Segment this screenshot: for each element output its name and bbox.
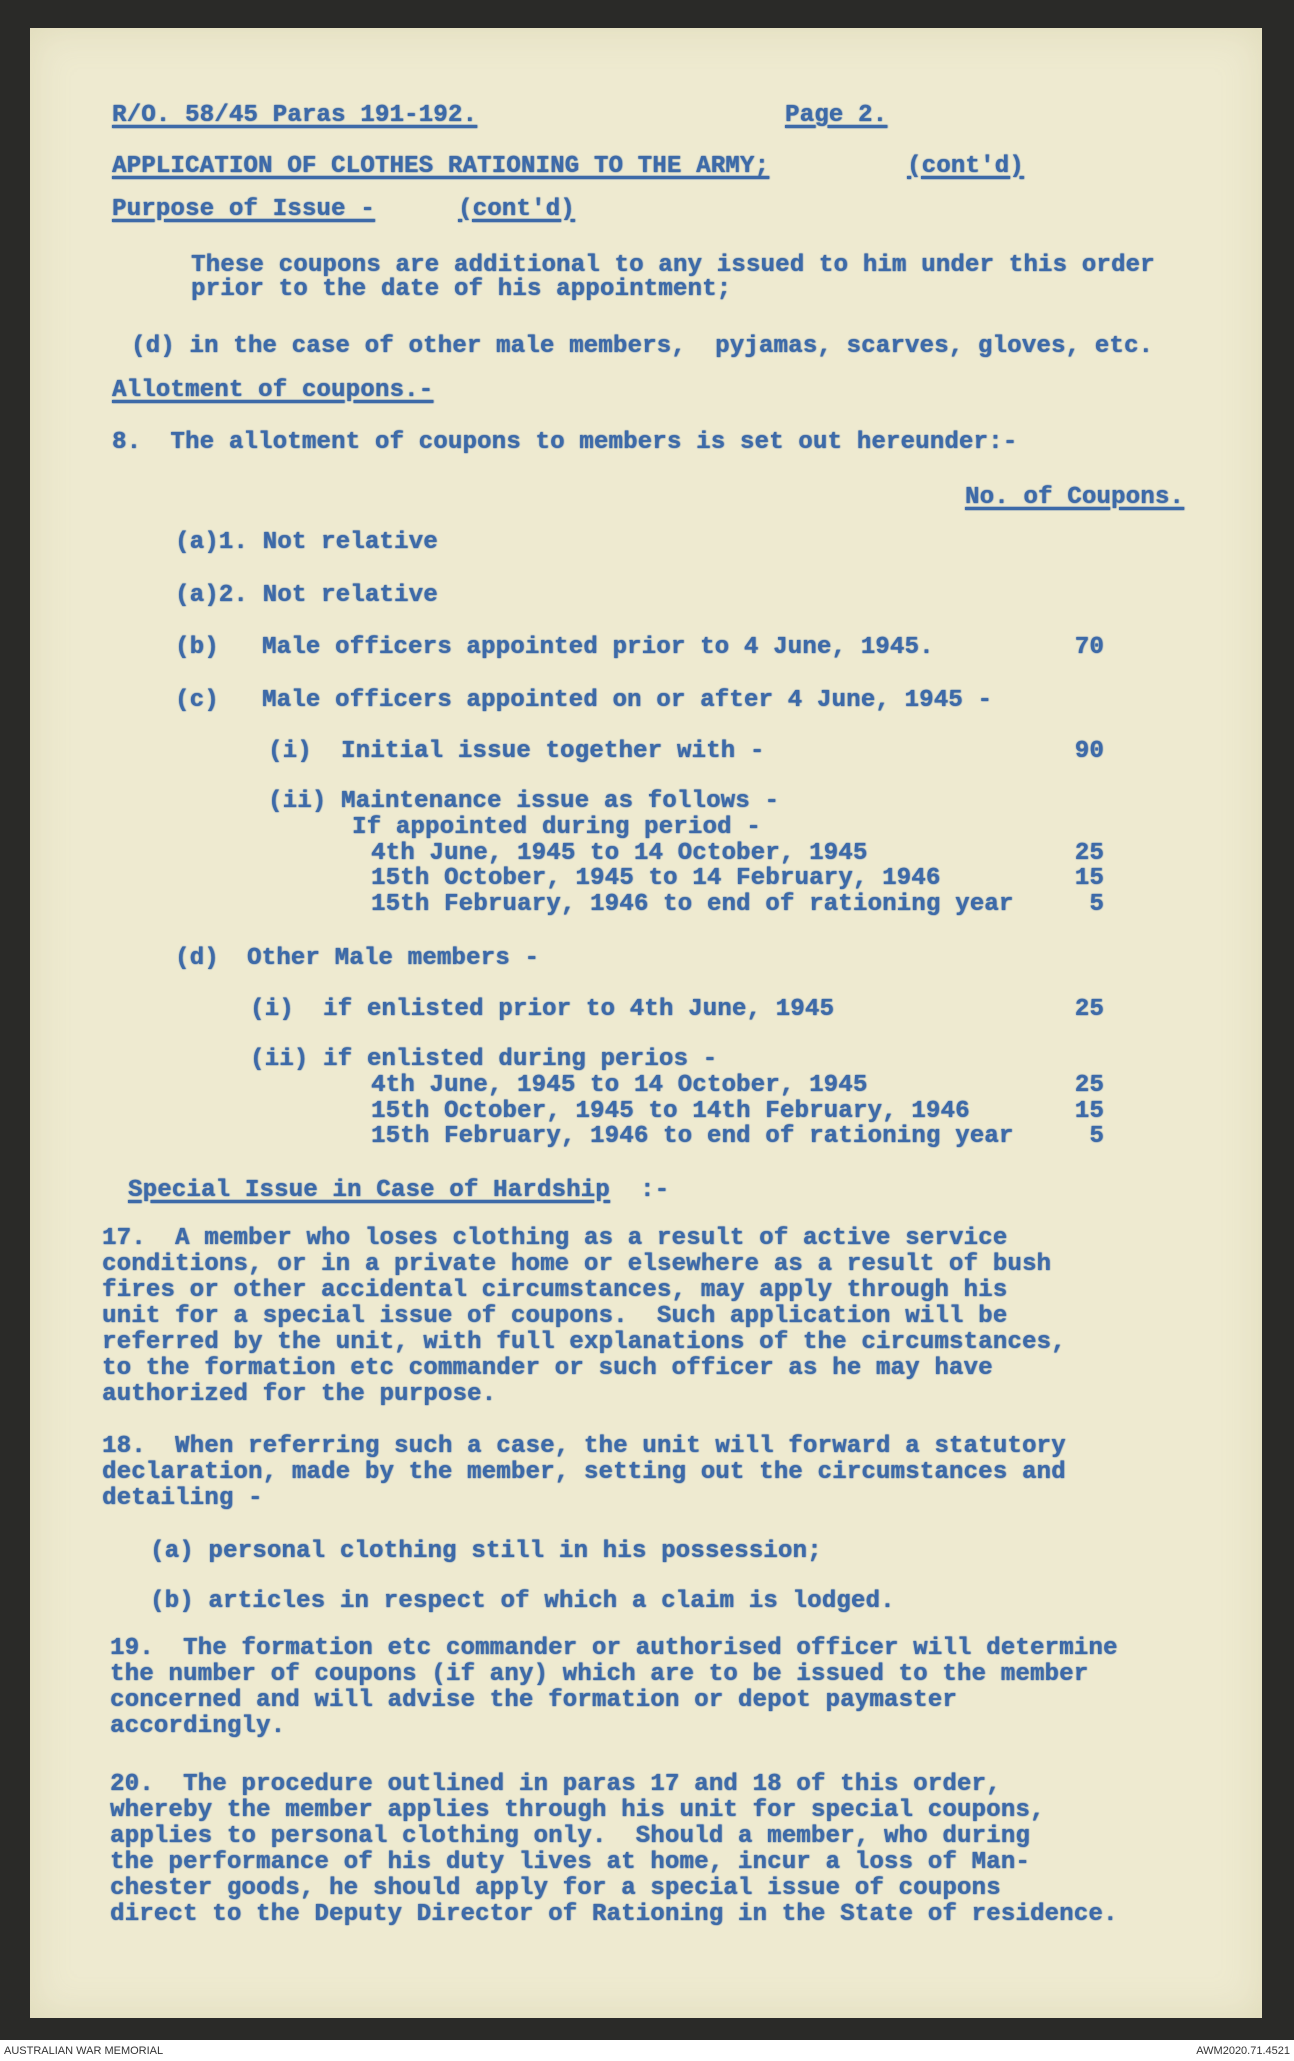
coupons-column-header: No. of Coupons.	[965, 484, 1185, 511]
title-contd: (cont'd)	[907, 153, 1024, 180]
paragraph-line: to the formation etc commander or such officer as he may have	[102, 1355, 993, 1382]
paragraph-line: declaration, made by the member, setting out the circumstances and	[102, 1459, 1066, 1486]
paragraph-line: conditions, or in a private home or elsewhere as a result of bush	[102, 1251, 1052, 1278]
paragraph-line: authorized for the purpose.	[102, 1381, 497, 1408]
allotment-a1: (a)1. Not relative	[175, 529, 438, 556]
paragraph-line: chester goods, he should apply for a special issue of coupons	[110, 1875, 1001, 1902]
allotment-a2: (a)2. Not relative	[175, 582, 438, 609]
period-coupons: 5	[1089, 891, 1104, 918]
hardship-heading-suffix: :-	[640, 1177, 670, 1204]
purpose-line: prior to the date of his appointment;	[191, 276, 732, 303]
period-row: 15th February, 1946 to end of rationing year	[371, 891, 1014, 918]
period-row: 15th October, 1945 to 14th February, 1946	[371, 1098, 970, 1125]
footer-institution: AUSTRALIAN WAR MEMORIAL	[4, 2045, 164, 2057]
allotment-d-i: (i) if enlisted prior to 4th June, 1945	[250, 996, 835, 1023]
period-row: 4th June, 1945 to 14 October, 1945	[371, 840, 868, 867]
allotment-d-text: Other Male members -	[247, 945, 540, 972]
period-row: 15th February, 1946 to end of rationing year	[371, 1123, 1014, 1150]
paragraph-line: detailing -	[102, 1485, 263, 1512]
footer-accession-number: AWM2020.71.4521	[1196, 2045, 1290, 2057]
paragraph-line: whereby the member applies through his unit for special coupons,	[110, 1797, 1045, 1824]
period-coupons: 15	[1074, 1098, 1104, 1125]
purpose-heading: Purpose of Issue -	[112, 196, 375, 223]
paragraph-line: unit for a special issue of coupons. Such application will be	[102, 1303, 1008, 1330]
document-title: APPLICATION OF CLOTHES RATIONING TO THE ARMY;	[112, 153, 770, 180]
paragraph-line: fires or other accidental circumstances, may apply through his	[102, 1277, 1008, 1304]
allotment-c-i-coupons: 90	[1074, 738, 1104, 765]
allotment-c-ii-sub: If appointed during period -	[352, 814, 761, 841]
paragraph-line: the performance of his duty lives at home, incur a loss of Man-	[110, 1849, 1030, 1876]
paragraph-line: 17. A member who loses clothing as a result of active service	[102, 1225, 1008, 1252]
purpose-contd: (cont'd)	[458, 196, 575, 223]
allotment-c-i: (i) Initial issue together with -	[268, 738, 765, 765]
paragraph-line: 20. The procedure outlined in paras 17 and 18 of this order,	[110, 1771, 1001, 1798]
allotment-c-label: (c)	[175, 687, 219, 714]
allotment-b-label: (b)	[175, 634, 219, 661]
paragraph-line: 19. The formation etc commander or authorised officer will determine	[110, 1635, 1118, 1662]
purpose-item-d: (d) in the case of other male members, pyjamas, scarves, gloves, etc.	[131, 333, 1154, 360]
paragraph-line: 18. When referring such a case, the unit will forward a statutory	[102, 1433, 1066, 1460]
paragraph-line: referred by the unit, with full explanations of the circumstances,	[102, 1329, 1066, 1356]
document-reference: R/O. 58/45 Paras 191-192.	[112, 102, 478, 129]
paragraph-line: concerned and will advise the formation or depot paymaster	[110, 1687, 957, 1714]
paragraph-line: applies to personal clothing only. Should a member, who during	[110, 1823, 1030, 1850]
period-coupons: 25	[1074, 840, 1104, 867]
allotment-c-text: Male officers appointed on or after 4 June, 1945 -	[262, 687, 993, 714]
period-coupons: 25	[1074, 1072, 1104, 1099]
page-number: Page 2.	[785, 102, 888, 129]
purpose-line: These coupons are additional to any issued to him under this order	[191, 252, 1155, 279]
allotment-b-text: Male officers appointed prior to 4 June, 1945.	[262, 634, 934, 661]
paragraph-18-item-a: (a) personal clothing still in his possession;	[150, 1538, 822, 1565]
allotment-d-i-coupons: 25	[1074, 996, 1104, 1023]
period-coupons: 5	[1089, 1123, 1104, 1150]
period-row: 4th June, 1945 to 14 October, 1945	[371, 1072, 868, 1099]
allotment-intro: 8. The allotment of coupons to members is set out hereunder:-	[112, 429, 1018, 456]
paragraph-line: the number of coupons (if any) which are to be issued to the member	[110, 1661, 1089, 1688]
period-coupons: 15	[1074, 865, 1104, 892]
paragraph-18-item-b: (b) articles in respect of which a claim is lodged.	[150, 1588, 895, 1615]
allotment-heading: Allotment of coupons.-	[112, 377, 434, 404]
period-row: 15th October, 1945 to 14 February, 1946	[371, 865, 941, 892]
paragraph-line: direct to the Deputy Director of Rationing in the State of residence.	[110, 1901, 1118, 1928]
allotment-b-coupons: 70	[1074, 634, 1104, 661]
hardship-heading: Special Issue in Case of Hardship	[128, 1177, 610, 1204]
paragraph-line: accordingly.	[110, 1713, 286, 1740]
allotment-d-ii: (ii) if enlisted during perios -	[250, 1046, 718, 1073]
allotment-c-ii: (ii) Maintenance issue as follows -	[268, 788, 780, 815]
allotment-d-label: (d)	[175, 945, 219, 972]
